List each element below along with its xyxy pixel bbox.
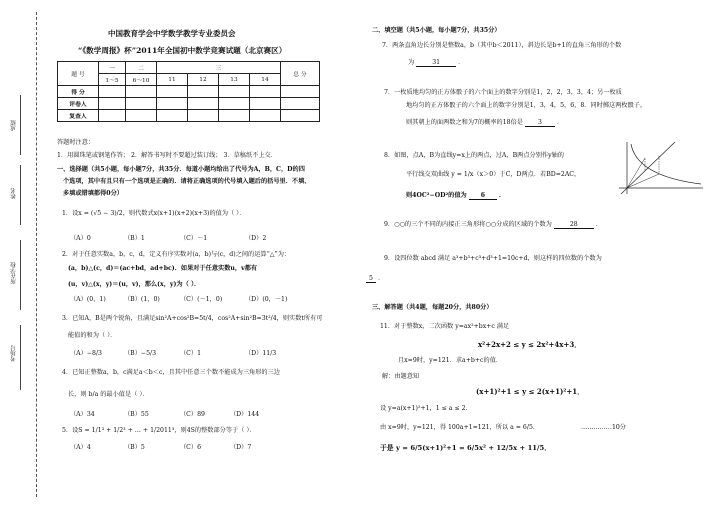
- figure-line-od: [627, 174, 659, 188]
- margin-fill-line-2: [20, 165, 21, 225]
- question-2-line2: (a，b)△(c，d)＝(ac+bd，ad+bc)．如果对于任意实数u，v都有: [68, 265, 258, 272]
- question-8-line1: 8．如图，点A，B为直线y=x上的两点，过A，B两点分别作y轴的: [384, 152, 564, 159]
- margin-exam-no-label: 考场号: [11, 345, 17, 362]
- question-1: 1．设x = (√5 − 3)/2，则代数式x(x+1)(x+2)(x+3)的值为（ ）．: [62, 210, 246, 217]
- q7b-answer-blank: 3: [525, 120, 555, 127]
- section3-heading: 三、解答题（共4题，每题20分，共80分）: [372, 304, 493, 311]
- q1-option-c: （C）－1: [180, 235, 208, 242]
- solution-line3: 由 x=9时，y=121，得 100a+1=121，所以 a = 6/5．: [380, 424, 540, 431]
- margin-score-label: 成绩: [11, 120, 17, 131]
- score-table-col-header-3: 三: [157, 62, 281, 74]
- q8-answer-blank: 6: [469, 193, 497, 200]
- margin-fill-line-1: [20, 95, 21, 155]
- score-row-label: 得 分: [58, 86, 99, 98]
- question-7b-line3: [406, 120, 563, 127]
- score-table-cell: 6～10: [126, 74, 157, 86]
- section1-heading-line1: 一、选择题（共5小题，每小题7分，共35分．每道小题均给出了代号为A，B，C，D的四: [57, 166, 305, 173]
- section1-heading-line2: 个选项，其中有且只有一个选项是正确的．请将正确选项的代号填入题后的括号里．不填、: [63, 178, 311, 185]
- question-10-line1: 9．设四位数 abcd 满足 a³+b³+c³+d³+1=10c+d，则这样的四位数的个数为: [384, 255, 602, 262]
- q7-answer-blank: 31: [416, 60, 456, 67]
- solution-label: 解：由题意知: [382, 373, 420, 380]
- q3-option-c: （C）1: [180, 350, 202, 357]
- question-7b-line1: 7．一枚质地均匀的正方体骰子的六个面上的数字分别是1，2，2，3，3，4；另一枚质: [384, 89, 622, 96]
- q9-text: 9．○○的三个不同的内接正三角形将○○分成的区域的个数为: [384, 221, 552, 228]
- q3-option-b: （B）−5/3: [124, 350, 157, 357]
- q3-option-d: （D）11/3: [245, 350, 277, 357]
- solution-eq1: (x+1)²+1 ≤ y ≤ 2(x+1)²+1．: [476, 387, 585, 396]
- solution-line2: 设 y=a(x+1)²+1，1 ≤ a ≤ 2．: [380, 405, 472, 412]
- q5-option-c: （C）6: [180, 444, 202, 451]
- q5-option-a: （A）4: [70, 444, 91, 451]
- margin-fill-line-3: [20, 240, 21, 310]
- q1-option-a: （A）0: [70, 235, 91, 242]
- score-table: [57, 61, 320, 122]
- q5-option-b: （B）5: [124, 444, 145, 451]
- score-table-cell: 1～5: [99, 74, 126, 86]
- question-10-line2: [366, 276, 384, 283]
- score-row-label: 评卷人: [58, 98, 99, 110]
- header-title: “《数学周报》杯”2011年全国初中数学竞赛试题（北京赛区）: [78, 46, 287, 55]
- margin-fill-line-4: [20, 325, 21, 390]
- score-table-col-header-2: 二: [126, 62, 157, 74]
- q4-option-c: （C）89: [180, 411, 205, 418]
- question-9-line1: [384, 222, 602, 229]
- score-table-qno-label: 题 号: [58, 62, 99, 86]
- score-table-cell: 14: [250, 74, 281, 86]
- q7-prefix: 为: [408, 59, 415, 66]
- question-11-line3: 且x=9时，y=121．求a+b+c的值．: [398, 357, 503, 364]
- q3-option-a: （A）−8/3: [70, 350, 102, 357]
- q4-option-b: （B）55: [124, 411, 149, 418]
- q2-option-b: （B）(1，0): [124, 296, 160, 303]
- score-table-cell: 11: [157, 74, 188, 86]
- score-table-col-header-1: 一: [99, 62, 126, 74]
- question-4-line2: 长，则 b/a 的最小值是（ ）．: [68, 391, 149, 398]
- score-row-label: 复查人: [58, 110, 99, 122]
- solution-score-mark: ……………10分: [581, 424, 626, 431]
- q7b-suffix: ．: [556, 119, 564, 126]
- question-2-line1: 2．对于任意实数a，b，c，d，定义有序实数对(a，b)与(c，d)之间的运算“△”为：: [62, 251, 291, 258]
- question-11-line1: 11．对于整数x，二次函数 y=ax²+bx+c 满足: [380, 323, 510, 330]
- score-table-cell: 12: [188, 74, 219, 86]
- question-8-line3: [406, 193, 505, 200]
- margin-name-label: 姓名: [11, 188, 17, 199]
- q1-option-b: （B）1: [124, 235, 145, 242]
- question-7-line1: 7．两条直角边长分别是整数a，b（其中b＜2011），斜边长是b+1的直角三角形的个数: [382, 42, 622, 49]
- q10-suffix: ．: [377, 275, 385, 282]
- question-2-line3: (u，v)△(x，y)＝(u，v)，那么(x，y)为（ ）．: [68, 281, 201, 288]
- q4-option-a: （A）34: [70, 411, 95, 418]
- q8-figure: [615, 140, 705, 196]
- q2-option-a: （A）(0，1): [70, 296, 106, 303]
- question-11-inequality: x²+2x+2 ≤ y ≤ 2x²+4x+3．: [478, 340, 582, 349]
- notes-items: 1．用圆珠笔或钢笔作答； 2．解答书写时不要超过装订线； 3．草稿纸不上交．: [57, 152, 277, 159]
- q1-option-d: （D）2: [245, 235, 267, 242]
- q9-answer-blank: 28: [554, 222, 594, 229]
- q9-suffix: ．: [595, 221, 602, 228]
- solution-line4: 于是 y = 6/5(x+1)²+1 = 6/5x² + 12/5x + 11/5．: [380, 444, 552, 452]
- q4-option-d: （D）144: [230, 411, 260, 418]
- q5-option-d: （D）7: [230, 444, 252, 451]
- question-3-line1: 3．已知A，B是两个锐角，且满足sin²A+cos²B=5t/4，cos²A+sin²B=3t²/4，则实数t所有可: [62, 315, 323, 322]
- score-table-total-label: 总 分: [281, 62, 320, 86]
- q8-suffix: ．: [499, 192, 506, 199]
- question-5: 5．设S = 1/1³ + 1/2³ + … + 1/2011³，则4S的整数部分等于（ ）．: [62, 427, 256, 434]
- section1-heading-line3: 多填或错填都得0分）: [63, 190, 123, 197]
- score-table-cell: 13: [219, 74, 250, 86]
- notes-heading: 答题时注意：: [57, 139, 95, 146]
- binding-line: [36, 12, 37, 497]
- q8-text: 则4OC²−OD²的值为: [406, 192, 467, 199]
- question-7b-line2: 地均匀的正方体骰子的六个面上的数字分别是1，3，4，5，6，8．同时掷这两枚骰子，: [406, 102, 647, 109]
- question-3-line2: 能值的和为（ ）．: [68, 332, 117, 339]
- q7b-text: 则其朝上的面两数之和为7的概率的18倍是: [406, 119, 523, 126]
- figure-line-oc: [627, 158, 645, 188]
- q2-option-d: （D）(0，－1): [245, 296, 288, 303]
- question-7-line2: [408, 60, 464, 67]
- question-4-line1: 4．已知正整数a，b，c满足a＜b＜c，且其中任意三个数不能成为三角形的三边: [62, 369, 280, 376]
- header-org: 中国教育学会中学数学教学专业委员会: [108, 29, 236, 38]
- q10-answer-blank: 5: [366, 276, 376, 283]
- section2-heading: 二、填空题（共5小题，每小题7分，共35分）: [372, 27, 501, 34]
- margin-school-label: 所在学校: [11, 262, 17, 284]
- q7-suffix: ．: [458, 59, 465, 66]
- q2-option-c: （C）(－1，0): [180, 296, 223, 303]
- question-8-line2: 平行线交双曲线 y = 1/x（x＞0）于C，D两点．若BD=2AC，: [406, 171, 581, 178]
